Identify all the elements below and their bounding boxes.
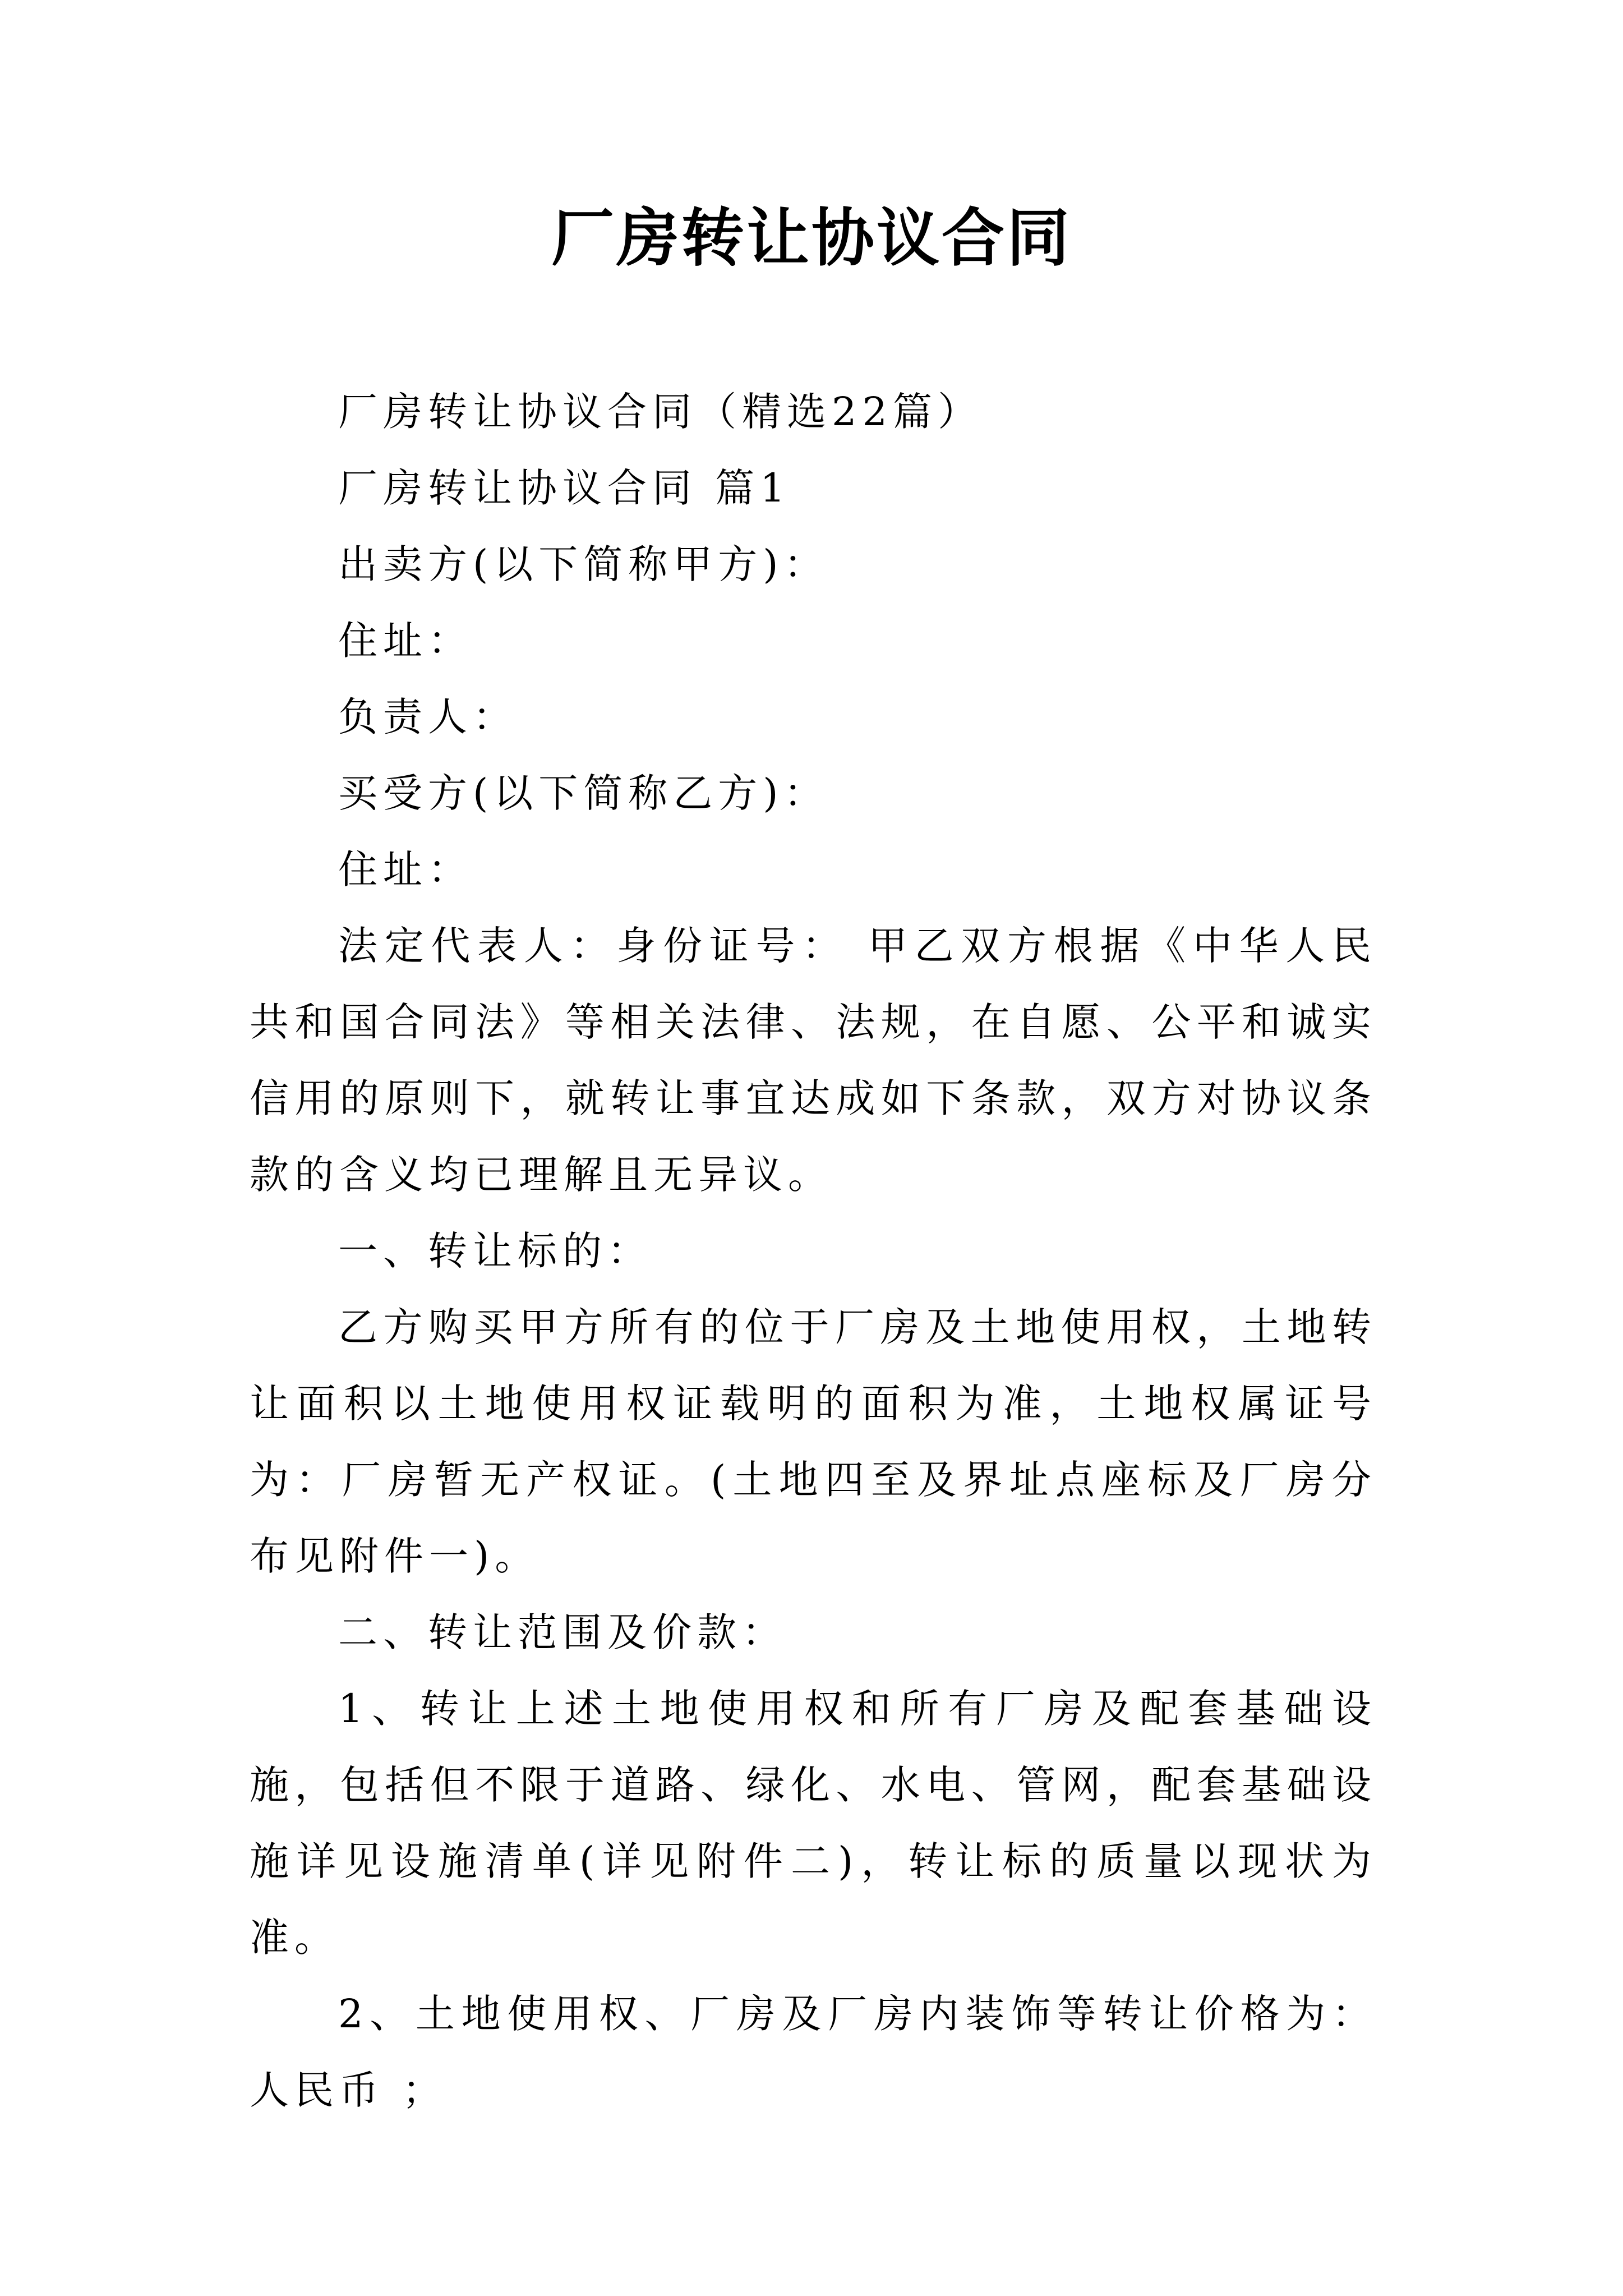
paragraph-section-heading: 厂房转让协议合同 篇1 [338, 465, 791, 511]
paragraph-clause-1-body: 乙方购买甲方所有的位于厂房及土地使用权，土地转让面积以土地使用权证载明的面积为准，土地权属证号为：厂房暂无产权证。(土地四至及界址点座标及厂房分布见附件一)。 [250, 1304, 1377, 1579]
paragraph-clause-1-heading: 一、转让标的： [338, 1228, 652, 1274]
document-body [250, 374, 1377, 2128]
paragraph-seller: 出卖方(以下简称甲方)： [338, 541, 829, 587]
paragraph-clause-2-heading: 二、转让范围及价款： [338, 1609, 787, 1655]
paragraph-seller-responsible: 负责人： [338, 694, 518, 740]
paragraph-clause-2-item-1: 1、转让上述土地使用权和所有厂房及配套基础设施，包括但不限于道路、绿化、水电、管网，配套基础设施详见设施清单(详见附件二)，转让标的质量以现状为准。 [250, 1686, 1377, 1961]
paragraph-legal-representative: 法定代表人：身份证号： 甲乙双方根据《中华人民共和国合同法》等相关法律、法规，在自愿、公平和诚实信用的原则下，就转让事宜达成如下条款，双方对协议条款的含义均已理解且无异议。 [250, 923, 1377, 1198]
paragraph-clause-2-item-2: 2、土地使用权、厂房及厂房内装饰等转让价格为：人民币 ； [250, 1991, 1377, 2113]
document-title: 厂房转让协议合同 [551, 202, 1072, 275]
paragraph-seller-address: 住址： [338, 618, 473, 664]
paragraph-subtitle: 厂房转让协议合同（精选22篇） [338, 389, 983, 435]
paragraph-buyer-address: 住址： [338, 846, 473, 892]
paragraph-buyer: 买受方(以下简称乙方)： [338, 770, 829, 816]
